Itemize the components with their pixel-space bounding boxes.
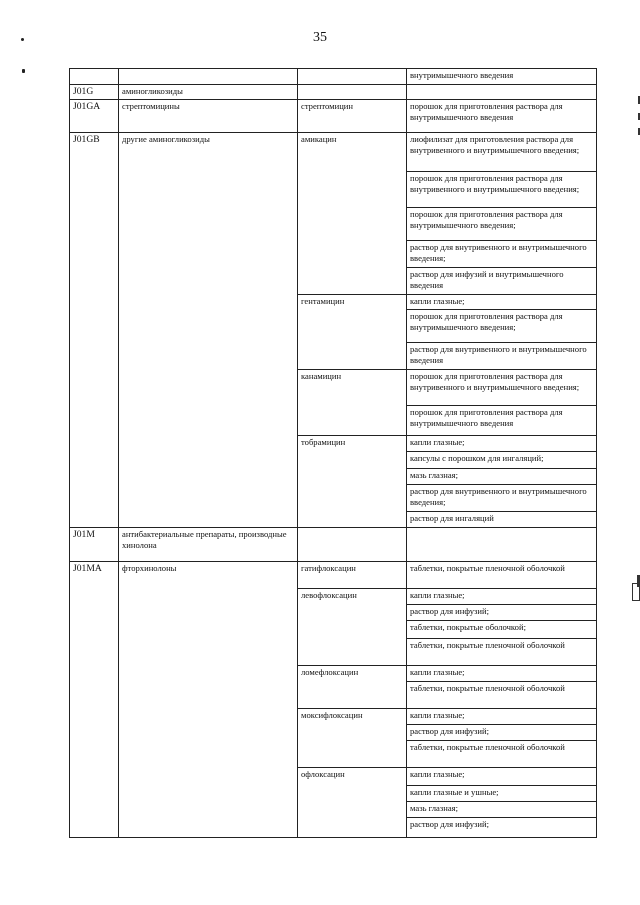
dosage-form-cell: мазь глазная; (407, 469, 597, 485)
dosage-form-cell: раствор для инфузий; (407, 725, 597, 741)
table-row (70, 85, 597, 100)
scan-edge-mark (632, 583, 640, 601)
dosage-form-cell: раствор для инфузий; (407, 605, 597, 621)
group-cell: другие аминогликозиды (119, 133, 298, 528)
dosage-form-cell: раствор для внутривенного и внутримышечного введения; (407, 241, 597, 268)
substance-cell: гентамицин (298, 295, 407, 370)
atc-code-cell: J01GB (70, 133, 119, 528)
dosage-form-cell: раствор для инфузий; (407, 818, 597, 838)
scan-mark (21, 38, 24, 41)
atc-code-cell (70, 69, 119, 85)
dosage-form-cell: таблетки, покрытые пленочной оболочкой (407, 741, 597, 768)
dosage-form-cell: капли глазные; (407, 436, 597, 452)
dosage-form-cell: таблетки, покрытые пленочной оболочкой (407, 682, 597, 709)
dosage-form-cell: порошок для приготовления раствора для внутримышечного введения; (407, 208, 597, 241)
substance-cell: тобрамицин (298, 436, 407, 528)
dosage-form-cell (407, 528, 597, 562)
dosage-form-cell: капли глазные и ушные; (407, 786, 597, 802)
dosage-form-cell: порошок для приготовления раствора для внутримышечного введения (407, 100, 597, 133)
dosage-form-cell: таблетки, покрытые пленочной оболочкой (407, 562, 597, 589)
dosage-form-cell: капли глазные; (407, 768, 597, 786)
drug-table (69, 68, 597, 838)
atc-code-cell: J01M (70, 528, 119, 562)
dosage-form-cell: капли глазные; (407, 589, 597, 605)
dosage-form-cell: порошок для приготовления раствора для внутримышечного введения; (407, 310, 597, 343)
dosage-form-cell: лиофилизат для приготовления раствора для внутривенного и внутримышечного введения; (407, 133, 597, 172)
dosage-form-cell: раствор для ингаляций (407, 512, 597, 528)
dosage-form-cell: внутримышечного введения (407, 69, 597, 85)
group-cell: аминогликозиды (119, 85, 298, 100)
dosage-form-cell: таблетки, покрытые оболочкой; (407, 621, 597, 639)
dosage-form-cell: капли глазные; (407, 295, 597, 310)
group-cell: антибактериальные препараты, производные хинолона (119, 528, 298, 562)
page-number: 35 (313, 30, 327, 45)
group-cell: стрептомицины (119, 100, 298, 133)
table-row (70, 133, 597, 172)
dosage-form-cell: порошок для приготовления раствора для внутривенного и внутримышечного введения; (407, 370, 597, 406)
substance-cell (298, 528, 407, 562)
table-row (70, 69, 597, 85)
atc-code-cell: J01G (70, 85, 119, 100)
atc-code-cell: J01GA (70, 100, 119, 133)
substance-cell: канамицин (298, 370, 407, 436)
group-cell (119, 69, 298, 85)
table-row (70, 100, 597, 133)
dosage-form-cell: капли глазные; (407, 666, 597, 682)
substance-cell (298, 69, 407, 85)
dosage-form-cell: порошок для приготовления раствора для внутривенного и внутримышечного введения; (407, 172, 597, 208)
dosage-form-cell: капсулы с порошком для ингаляций; (407, 452, 597, 469)
dosage-form-cell: раствор для внутривенного и внутримышечного введения; (407, 485, 597, 512)
dosage-form-cell: мазь глазная; (407, 802, 597, 818)
table-row (70, 562, 597, 589)
dosage-form-cell: порошок для приготовления раствора для внутримышечного введения (407, 406, 597, 436)
scan-mark (22, 69, 25, 73)
table-row (70, 528, 597, 562)
group-cell: фторхинолоны (119, 562, 298, 838)
substance-cell (298, 85, 407, 100)
substance-cell: моксифлоксацин (298, 709, 407, 768)
substance-cell: гатифлоксацин (298, 562, 407, 589)
dosage-form-cell: раствор для инфузий и внутримышечного введения (407, 268, 597, 295)
substance-cell: ломефлоксацин (298, 666, 407, 709)
substance-cell: амикацин (298, 133, 407, 295)
substance-cell: стрептомицин (298, 100, 407, 133)
dosage-form-cell (407, 85, 597, 100)
dosage-form-cell: таблетки, покрытые пленочной оболочкой (407, 639, 597, 666)
substance-cell: левофлоксацин (298, 589, 407, 666)
substance-cell: офлоксацин (298, 768, 407, 838)
atc-code-cell: J01MA (70, 562, 119, 838)
dosage-form-cell: раствор для внутривенного и внутримышечного введения (407, 343, 597, 370)
dosage-form-cell: капли глазные; (407, 709, 597, 725)
